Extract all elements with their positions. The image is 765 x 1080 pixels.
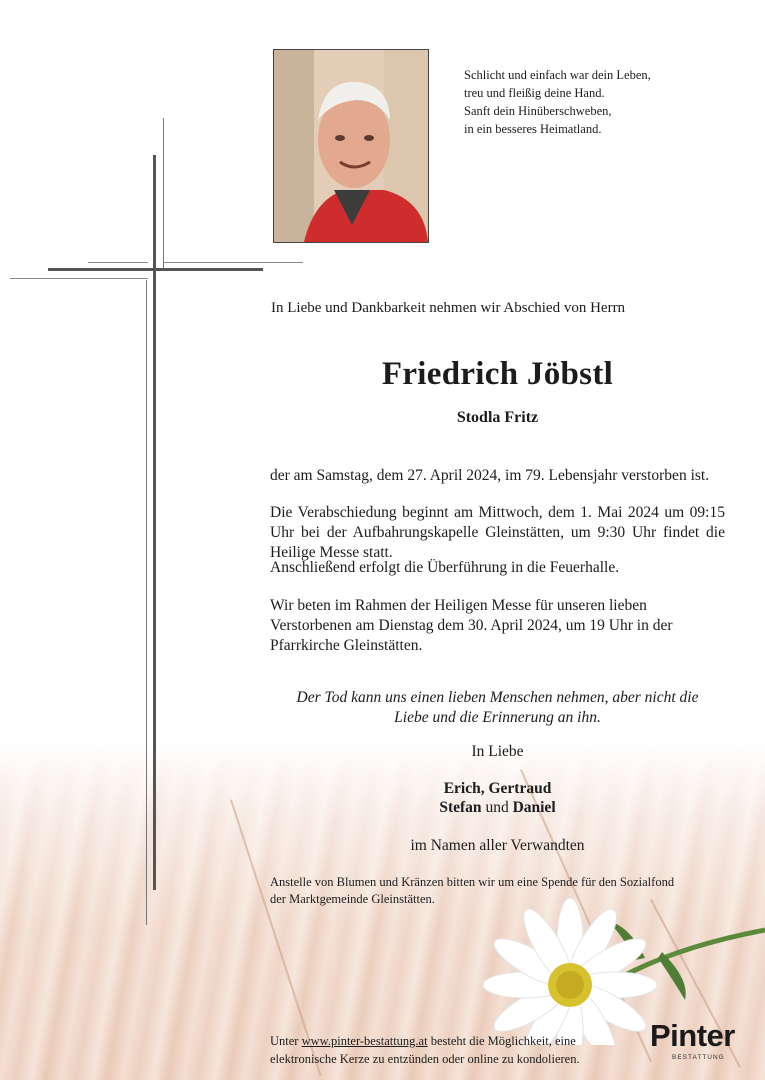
cross-horizontal-line — [88, 262, 148, 263]
poem-line: Schlicht und einfach war dein Leben, — [464, 68, 651, 82]
quote — [270, 688, 725, 728]
poem-line: treu und fleißig deine Hand. — [464, 86, 605, 100]
family-member: Daniel — [512, 799, 556, 816]
pinter-logo: Pinter — [650, 1018, 735, 1053]
quote-line: Liebe und die Erinnerung an ihn. — [394, 709, 601, 726]
prayer-text: Wir beten im Rahmen der Heiligen Messe für unseren lieben Verstorbenen am Dienstag dem 30. April 2024, um 19 Uhr in der Pfarrkirche Gleinstätten. — [270, 597, 673, 654]
deceased-nickname: Stodla Fritz — [456, 409, 539, 426]
death-notice: der am Samstag, dem 27. April 2024, im 79. Lebensjahr verstorben ist. — [270, 467, 710, 484]
website-link[interactable]: www.pinter-bestattung.at — [301, 1034, 428, 1048]
portrait-image — [274, 50, 428, 242]
in-love-text: In Liebe — [471, 743, 524, 760]
poem-line: Sanft dein Hinüberschweben, — [464, 104, 612, 118]
donation-line: der Marktgemeinde Gleinstätten. — [270, 892, 435, 906]
footer-line-1-suffix: besteht die Möglichkeit, eine — [427, 1034, 576, 1048]
quote-line: Der Tod kann uns einen lieben Menschen nehmen, aber nicht die — [296, 689, 699, 706]
family-line-1: Erich, Gertraud — [443, 780, 552, 797]
poem-line: in ein besseres Heimatland. — [464, 122, 602, 136]
footer-text — [270, 1032, 580, 1068]
portrait-photo — [273, 49, 429, 243]
footer-prefix: Unter — [270, 1034, 302, 1048]
cross-horizontal-beam — [48, 268, 263, 271]
family-conjunction: und — [481, 799, 513, 816]
footer-line-1 — [270, 1032, 580, 1050]
transfer-text: Anschließend erfolgt die Überführung in die Feuerhalle. — [270, 559, 620, 576]
deceased-name: Friedrich Jöbstl — [381, 356, 614, 392]
family-line-2 — [270, 799, 725, 817]
intro-text: In Liebe und Dankbarkeit nehmen wir Abschied von Herrn — [271, 300, 626, 316]
cross-vertical-line — [146, 280, 147, 925]
poem — [464, 66, 651, 138]
pinter-logo-subtitle: BESTATTUNG — [672, 1054, 725, 1061]
cross-horizontal-line — [10, 278, 148, 279]
footer-line-2: elektronische Kerze zu entzünden oder online zu kondolieren. — [270, 1052, 580, 1066]
cross-horizontal-line — [163, 262, 303, 263]
donation-line: Anstelle von Blumen und Kränzen bitten wir um eine Spende für den Sozialfond — [270, 875, 675, 889]
family-member: Stefan — [439, 799, 482, 816]
cross-vertical-beam — [153, 155, 156, 890]
farewell-text: Die Verabschiedung beginnt am Mittwoch, dem 1. Mai 2024 um 09:15 Uhr bei der Aufbahrungskapelle Gleinstätten, um 9:30 Uhr findet die Heilige Messe statt. — [270, 504, 725, 561]
cross-vertical-line — [163, 118, 164, 268]
relatives-text: im Namen aller Verwandten — [410, 837, 585, 854]
